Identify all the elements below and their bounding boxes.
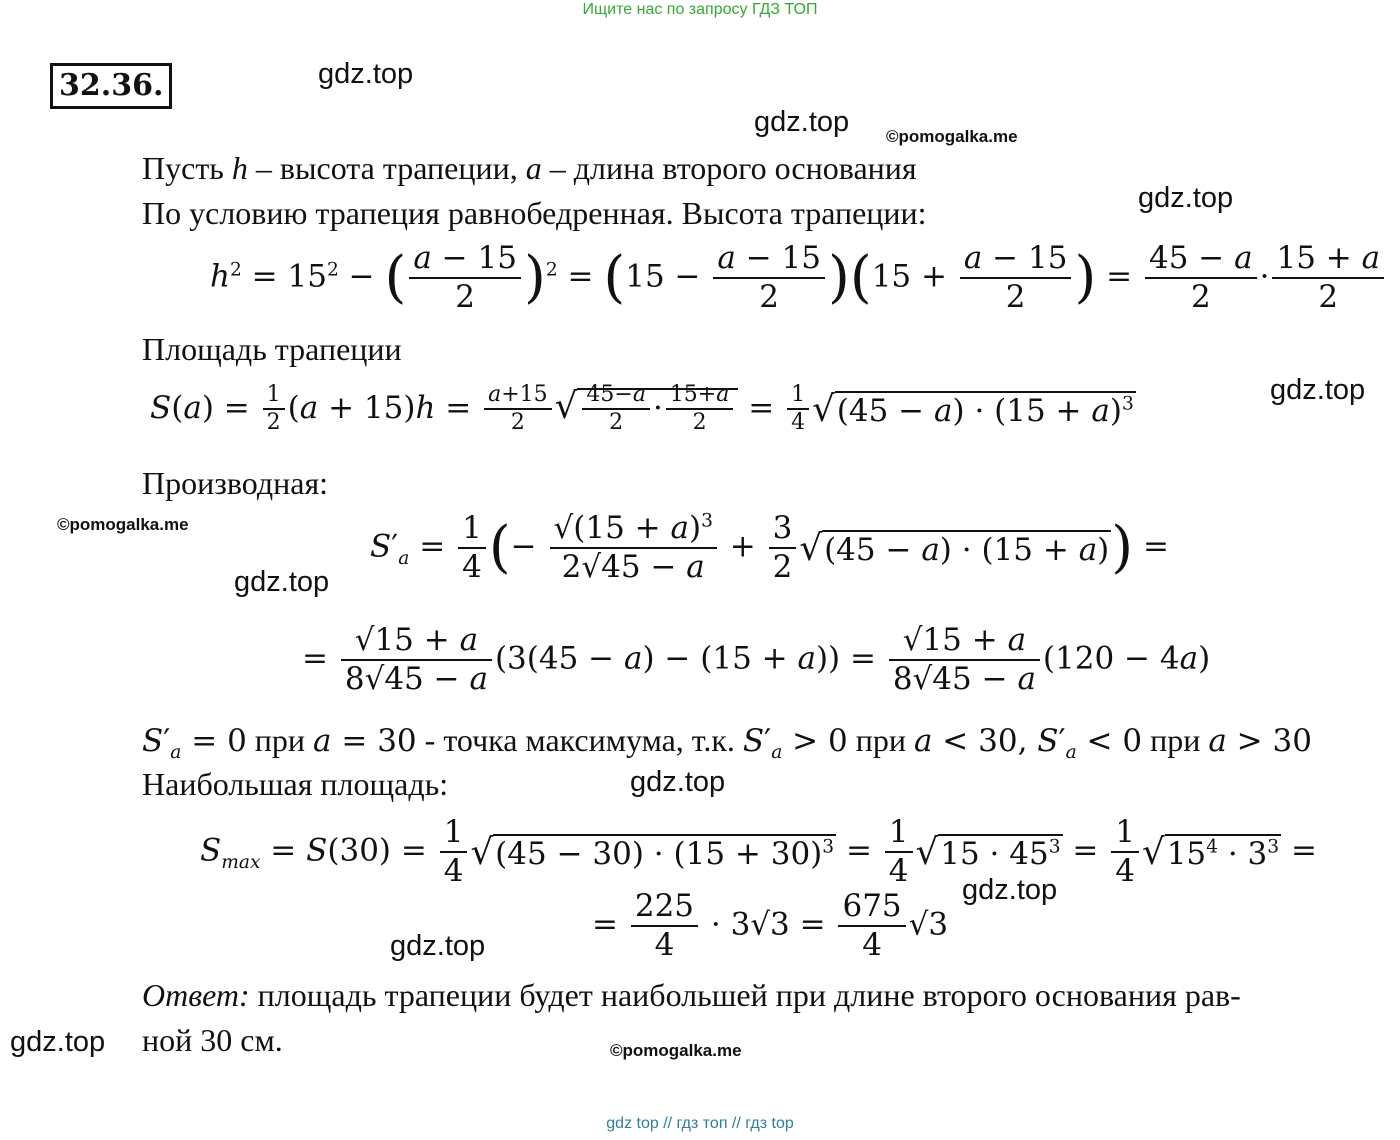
top-banner[interactable]: Ищите нас по запросу ГДЗ ТОП bbox=[582, 1, 818, 18]
derivative-formula-2: = $\frac{√15 + a}{8√45 - a}$ (3(45 − a) − (15 + a)) = $\frac{√15 + a}{8√45 - a}$ (120 − 4a) bbox=[302, 622, 1211, 698]
watermark-gdz: gdz.top bbox=[754, 106, 850, 138]
watermark-pomogalka: ©pomogalka.me bbox=[57, 515, 189, 534]
answer-line-2: ной 30 см. bbox=[142, 1022, 283, 1058]
watermark-gdz: gdz.top bbox=[962, 874, 1058, 906]
problem-number: 32.36. bbox=[50, 63, 172, 109]
intro-line: Пусть h – высота трапеции, a – длина второго основания bbox=[142, 150, 917, 186]
max-formula-2: = $\frac{225}{4}$ · 3√3 = $\frac{675}{4}$ √3 bbox=[592, 888, 949, 964]
watermark-gdz: gdz.top bbox=[390, 930, 486, 962]
max-area-label: Наибольшая площадь: bbox=[142, 766, 449, 802]
answer-line: Ответ: площадь трапеции будет наибольшей при длине второго основания рав- bbox=[142, 977, 1241, 1013]
watermark-gdz: gdz.top bbox=[234, 566, 330, 598]
watermark-gdz: gdz.top bbox=[318, 58, 414, 90]
area-formula: S(a) = $\frac{1}{2}$ (a + 15)h = $\frac{a+15}{2}$ √ $\frac{45-a}{2}$ · $\frac{15+a}{2}$ = $\frac{1}{4}$ $√(45 - a) \cdot (15 + a)^3$ bbox=[150, 382, 1134, 436]
footer-links[interactable]: gdz top // гдз топ // гдз top bbox=[606, 1115, 794, 1132]
condition-line: По условию трапеция равнобедренная. Высота трапеции: bbox=[142, 195, 927, 231]
derivative-label: Производная: bbox=[142, 465, 329, 501]
derivative-formula-1: $S'_a$ = $\frac{1}{4}$ (− $\frac{√(15 + a)^3}{2√45 - a}$ + $\frac{3}{2}$ √(45 − a) · (15 + a)) = bbox=[370, 510, 1169, 586]
watermark-gdz: gdz.top bbox=[1270, 374, 1366, 406]
watermark-gdz: gdz.top bbox=[10, 1026, 106, 1058]
watermark-gdz: gdz.top bbox=[1138, 182, 1234, 214]
watermark-pomogalka: ©pomogalka.me bbox=[610, 1041, 742, 1060]
watermark-pomogalka: ©pomogalka.me bbox=[886, 127, 1018, 146]
max-formula-1: $S_{max} = S(30)$ = $\frac{1}{4}$ $√(45 - 30) \cdot (15 + 30)^3$ = $\frac{1}{4}$ $√15 \cdot 45^3$ = $\frac{1}{4}$ $√15^4 \cdot 3^3$ = bbox=[200, 814, 1317, 890]
watermark-gdz: gdz.top bbox=[630, 766, 726, 798]
area-label: Площадь трапеции bbox=[142, 331, 402, 367]
height-formula: $h^2 = 15^2$ − ( $\frac{a - 15}{2}$ )$^2$ = (15 − $\frac{a - 15}{2}$ )(15 + $\frac{a - 15}{2}$ ) = $\frac{45 - a}{2}$ · $\frac{15 + a}{2}$ bbox=[210, 240, 1387, 316]
critical-point-line: $S'_a = 0$ при a = 30 - точка максимума, т.к. $S'_a > 0$ при a < 30, $S'_a < 0$ при a > 30 bbox=[142, 722, 1312, 764]
